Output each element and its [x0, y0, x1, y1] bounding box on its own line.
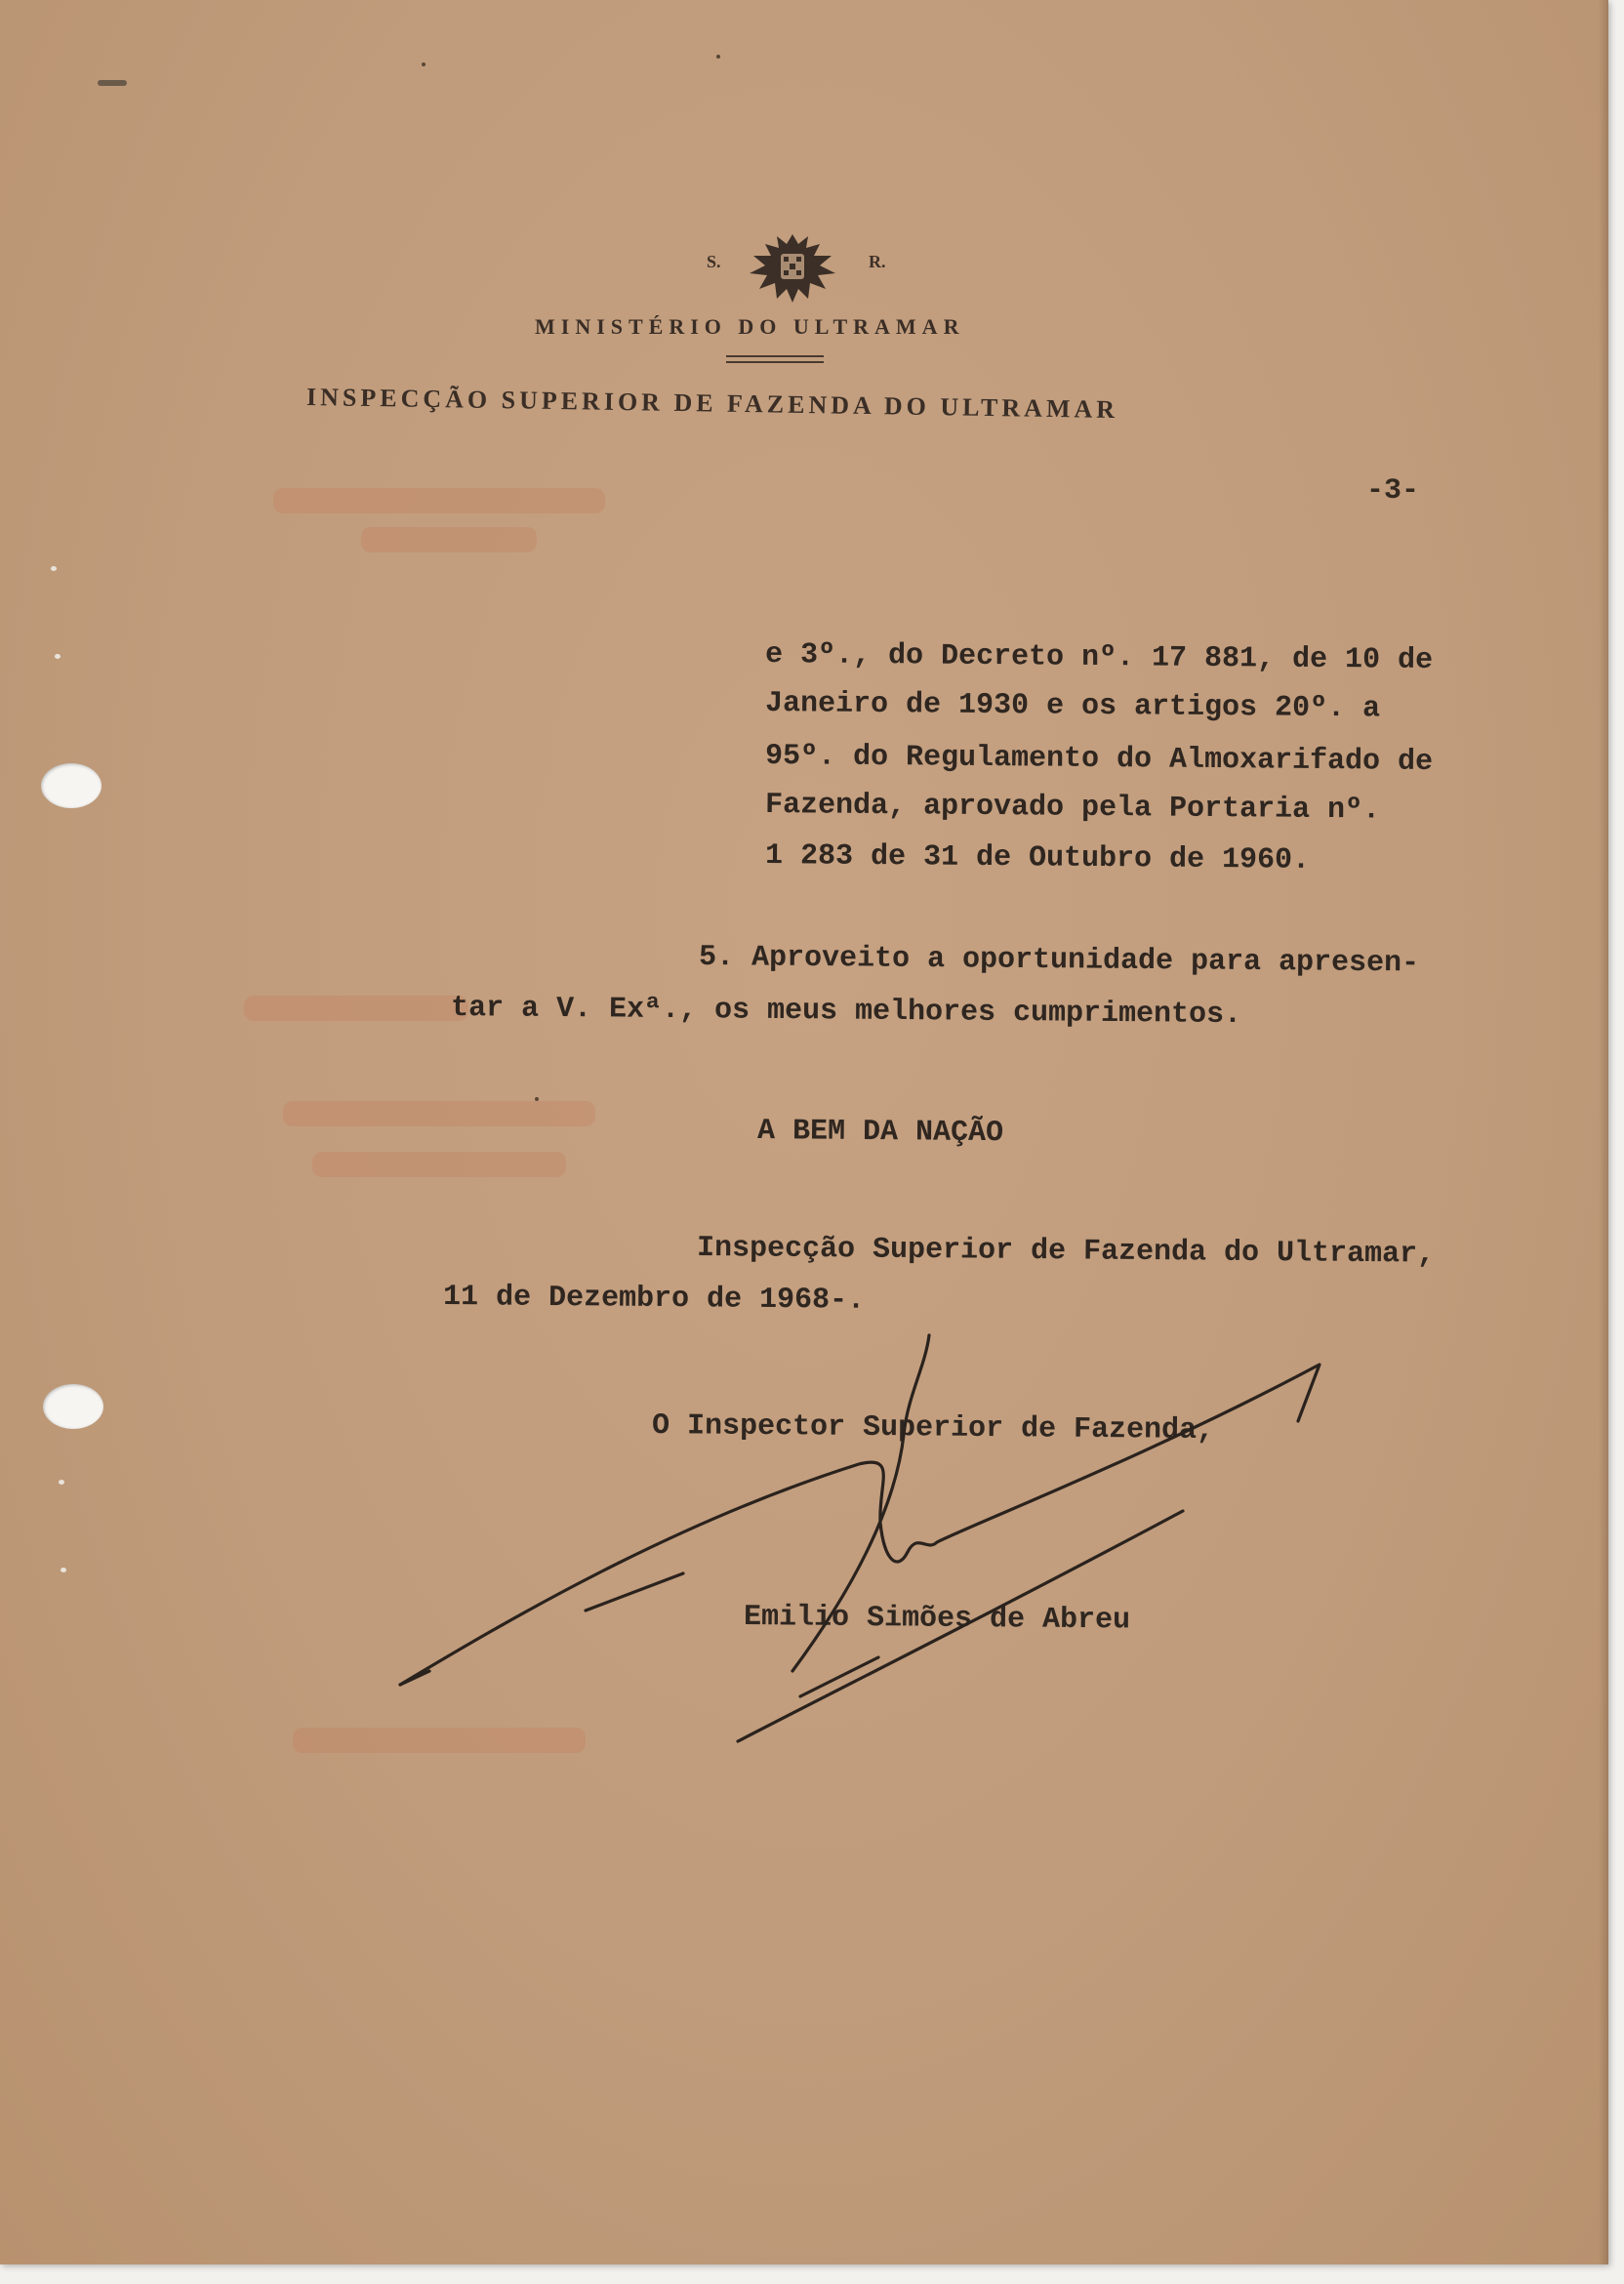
body-line: e 3º., do Decreto nº. 17 881, de 10 de [764, 638, 1434, 677]
place-date-line: 11 de Dezembro de 1968-. [442, 1281, 866, 1318]
closing-paragraph-line: 5. Aproveito a oportunidade para apresen- [698, 941, 1420, 981]
office-heading: INSPECÇÃO SUPERIOR DE FAZENDA DO ULTRAMAR [305, 383, 1119, 425]
place-date-line: Inspecção Superior de Fazenda do Ultramar, [696, 1232, 1436, 1272]
header-letter-r: R. [869, 252, 886, 271]
signatory-title: O Inspector Superior de Fazenda, [651, 1409, 1215, 1448]
motto: A BEM DA NAÇÃO [756, 1115, 1004, 1151]
body-line: Fazenda, aprovado pela Portaria nº. [764, 789, 1381, 828]
signatory-name: Emilio Simões de Abreu [743, 1601, 1131, 1638]
body-line: Janeiro de 1930 e os artigos 20º. a [764, 687, 1381, 726]
ministry-heading: MINISTÉRIO DO ULTRAMAR [535, 314, 965, 339]
header-letter-s: S. [707, 252, 721, 271]
page-number: -3- [1366, 474, 1420, 508]
closing-paragraph-line: tar a V. Exª., os meus melhores cumprimentos. [450, 992, 1242, 1033]
body-line: 95º. do Regulamento do Almoxarifado de [764, 740, 1434, 779]
body-line: 1 283 de 31 de Outubro de 1960. [764, 839, 1311, 877]
